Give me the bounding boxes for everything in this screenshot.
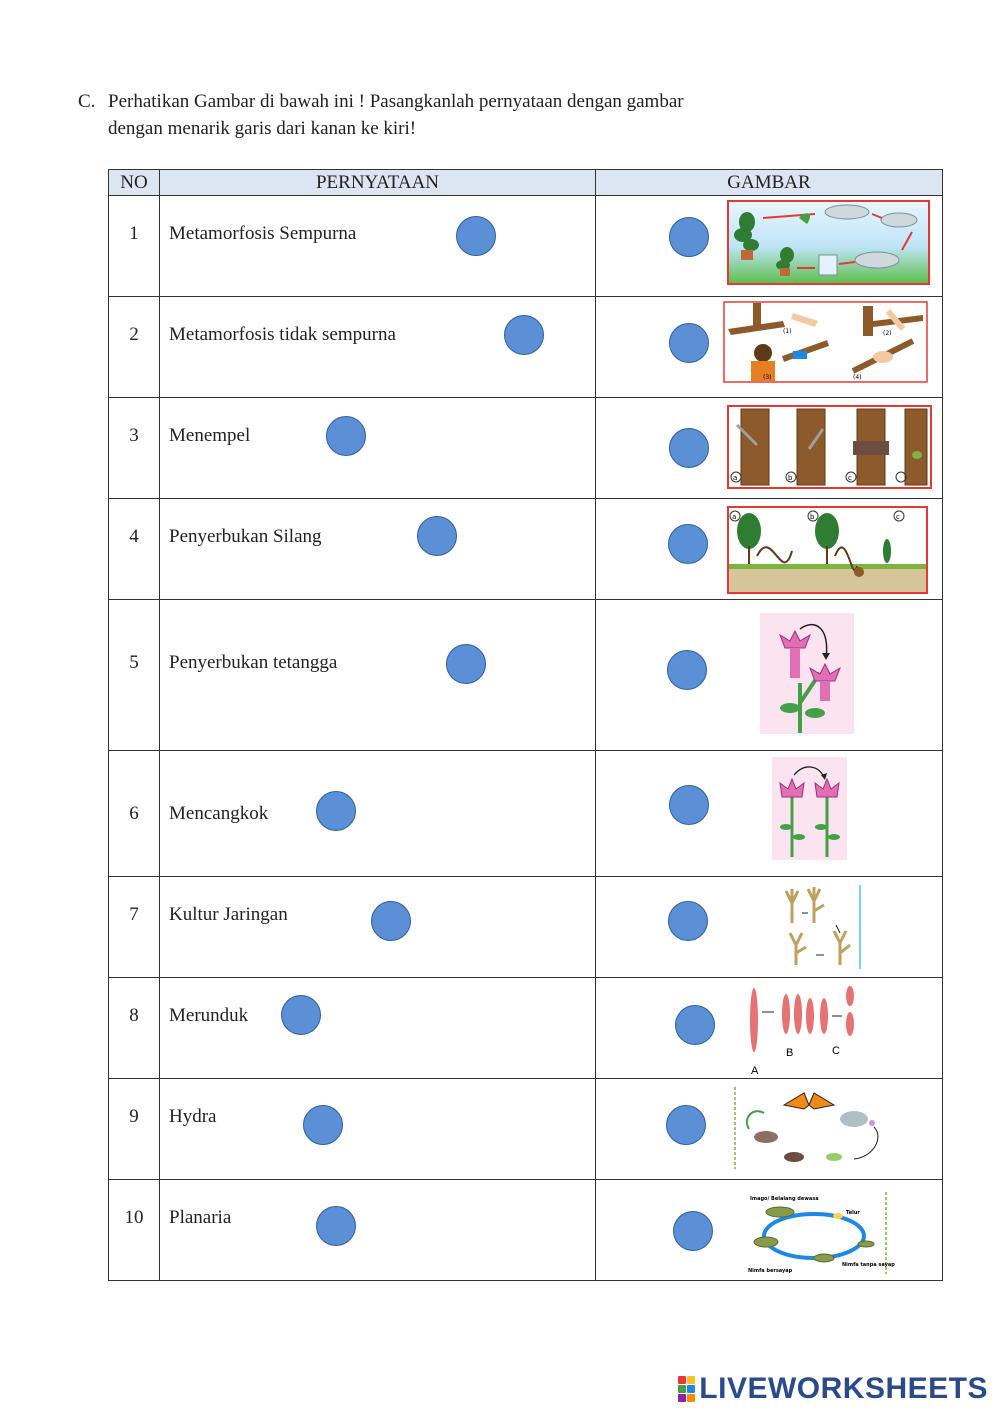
right-match-dot[interactable]: [669, 785, 709, 825]
grafting-label-1: (1): [783, 328, 792, 335]
instruction-line-2: dengan menarik garis dari kanan ke kiri!: [108, 118, 417, 139]
statement-cell: [160, 499, 596, 600]
statement-cell: [160, 297, 596, 398]
left-match-dot[interactable]: [446, 644, 486, 684]
right-match-dot[interactable]: [668, 524, 708, 564]
logo-square-4: [687, 1385, 695, 1393]
butterfly-life-cycle-image: [734, 1087, 890, 1169]
right-match-dot[interactable]: [669, 428, 709, 468]
image-cell: [596, 877, 943, 978]
logo-square-5: [678, 1394, 686, 1402]
row-number: 8: [109, 978, 160, 1079]
row-number: 1: [109, 196, 160, 297]
header-pernyataan: PERNYATAAN: [160, 170, 596, 196]
grafting-label-4: (4): [853, 374, 862, 381]
layering-label-c: c: [896, 513, 900, 521]
row-number: 6: [109, 751, 160, 877]
planaria-label-c: C: [832, 1045, 840, 1057]
statement-cell: [160, 751, 596, 877]
image-cell: [596, 978, 943, 1079]
hydra-budding-image: [784, 885, 862, 969]
image-cell: [596, 398, 943, 499]
left-match-dot[interactable]: [326, 416, 366, 456]
left-match-dot[interactable]: [417, 516, 457, 556]
grafting-label-2: (2): [883, 330, 892, 337]
statement-cell: [160, 978, 596, 1079]
row-number: 10: [109, 1180, 160, 1281]
left-match-dot[interactable]: [303, 1105, 343, 1145]
layering-label-a: a: [732, 513, 737, 521]
image-cell: [596, 600, 943, 751]
section-letter: C.: [78, 91, 96, 112]
logo-square-3: [678, 1385, 686, 1393]
left-match-dot[interactable]: [504, 315, 544, 355]
instruction-text: [108, 88, 828, 142]
left-match-dot[interactable]: [281, 995, 321, 1035]
statement-cell: [160, 1180, 596, 1281]
right-match-dot[interactable]: [668, 901, 708, 941]
right-match-dot[interactable]: [669, 323, 709, 363]
table-row: [109, 1079, 943, 1180]
table-row: [109, 751, 943, 877]
left-match-dot[interactable]: [316, 791, 356, 831]
table-row: [109, 600, 943, 751]
statement-text: Merunduk: [169, 1005, 249, 1026]
grafting-label-3: (3): [763, 374, 772, 381]
right-match-dot[interactable]: [669, 217, 709, 257]
row-number: 4: [109, 499, 160, 600]
air-layering-label-a: a: [733, 474, 738, 482]
layering-label-b: b: [810, 513, 815, 521]
statement-text: Menempel: [169, 425, 251, 446]
row-number: 7: [109, 877, 160, 978]
row-number: 5: [109, 600, 160, 751]
row-number: 3: [109, 398, 160, 499]
row-number: 9: [109, 1079, 160, 1180]
statement-text: Metamorfosis tidak sempurna: [169, 324, 396, 345]
planaria-label-b: B: [786, 1047, 794, 1059]
table-row: [109, 877, 943, 978]
table-row: [109, 978, 943, 1079]
left-match-dot[interactable]: [316, 1206, 356, 1246]
layering-image: [727, 506, 928, 594]
statement-text: Mencangkok: [169, 803, 269, 824]
table-row: [109, 499, 943, 600]
logo-square-6: [687, 1394, 695, 1402]
grasshopper-label-adult: Imago/ Belalang dewasa: [750, 1196, 819, 1202]
table-row: [109, 297, 943, 398]
image-cell: [596, 196, 943, 297]
pollination-different-plants-image: [772, 757, 847, 860]
row-number: 2: [109, 297, 160, 398]
statement-text: Hydra: [169, 1106, 217, 1127]
right-match-dot[interactable]: [673, 1211, 713, 1251]
logo-square-2: [687, 1376, 695, 1384]
liveworksheets-logo: [678, 1372, 988, 1406]
image-cell: [596, 751, 943, 877]
header-no: NO: [109, 170, 160, 196]
logo-mark-icon: [678, 1376, 695, 1402]
grasshopper-label-wingless-nymph: Nimfa tanpa sayap: [842, 1262, 895, 1268]
statement-text: Penyerbukan Silang: [169, 526, 322, 547]
air-layering-label-b: b: [788, 474, 793, 482]
grasshopper-label-winged-nymph: Nimfa bersayap: [748, 1268, 793, 1274]
tissue-culture-image: [727, 200, 930, 285]
air-layering-image: [727, 405, 932, 489]
air-layering-label-c: c: [848, 474, 852, 482]
image-cell: [596, 499, 943, 600]
image-cell: [596, 297, 943, 398]
grasshopper-label-egg: Telur: [846, 1210, 860, 1216]
logo-text: LIVEWORKSHEETS: [699, 1372, 988, 1405]
planaria-fragmentation-image: [746, 982, 864, 1076]
right-match-dot[interactable]: [666, 1105, 706, 1145]
statement-text: Kultur Jaringan: [169, 904, 288, 925]
table-row: [109, 196, 943, 297]
left-match-dot[interactable]: [371, 901, 411, 941]
right-match-dot[interactable]: [675, 1005, 715, 1045]
statement-cell: [160, 398, 596, 499]
statement-text: Planaria: [169, 1207, 232, 1228]
image-cell: [596, 1079, 943, 1180]
matching-table: [108, 169, 943, 1281]
statement-text: Metamorfosis Sempurna: [169, 223, 357, 244]
grasshopper-life-cycle-image: [746, 1192, 895, 1274]
statement-cell: [160, 196, 596, 297]
logo-square-1: [678, 1376, 686, 1384]
header-gambar: GAMBAR: [596, 170, 943, 196]
instruction-line-1: Perhatikan Gambar di bawah ini ! Pasangkanlah pernyataan dengan gambar: [108, 91, 684, 112]
statement-cell: [160, 877, 596, 978]
left-match-dot[interactable]: [456, 216, 496, 256]
right-match-dot[interactable]: [667, 650, 707, 690]
statement-cell: [160, 1079, 596, 1180]
table-row: [109, 398, 943, 499]
planaria-label-a: A: [751, 1065, 759, 1077]
statement-cell: [160, 600, 596, 751]
grafting-image: [723, 301, 928, 383]
table-header-row: [109, 170, 943, 196]
image-cell: [596, 1180, 943, 1281]
pollination-same-plant-image: [760, 613, 854, 734]
table-row: [109, 1180, 943, 1281]
statement-text: Penyerbukan tetangga: [169, 652, 338, 673]
